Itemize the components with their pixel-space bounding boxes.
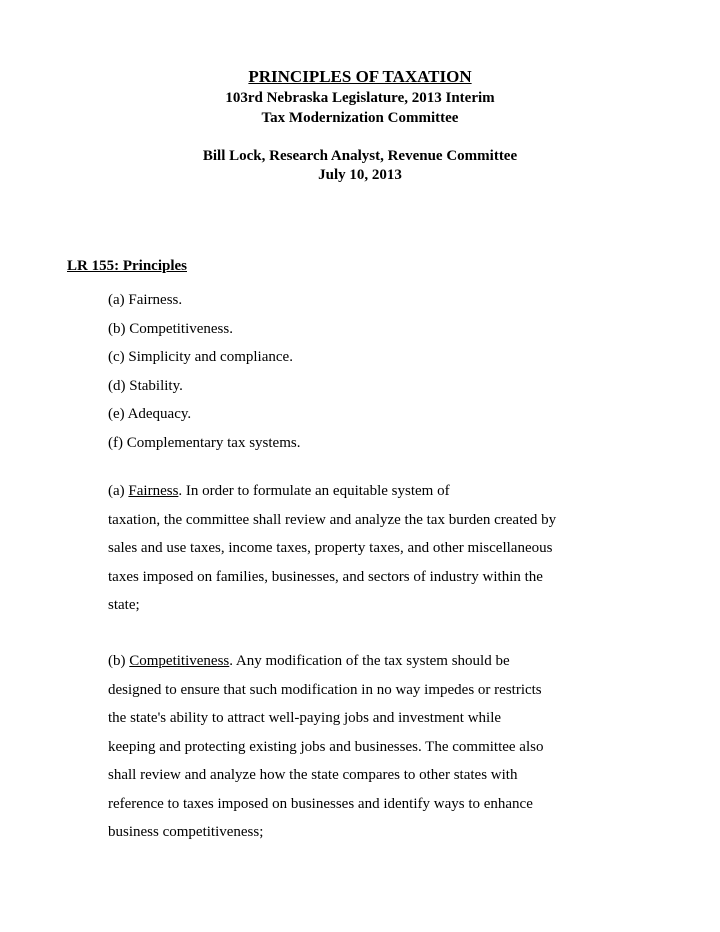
competitiveness-term: Competitiveness xyxy=(129,653,230,669)
competitiveness-paragraph xyxy=(108,647,628,847)
list-item: (e) Adequacy. xyxy=(108,406,192,423)
principles-list xyxy=(108,291,300,463)
list-item: (f) Complementary tax systems. xyxy=(108,434,301,451)
paragraph-line xyxy=(108,647,628,676)
paragraph-line: the state's ability to attract well-paying jobs and investment while xyxy=(108,710,502,726)
paragraph-line: reference to taxes imposed on businesses and identify ways to enhance xyxy=(108,795,533,812)
list-item: (b) Competitiveness. xyxy=(108,320,233,337)
paragraph-line: state; xyxy=(108,597,140,613)
section-heading: LR 155: Principles xyxy=(67,258,187,274)
paragraph-line: business competitiveness; xyxy=(108,824,264,840)
author-line: Bill Lock, Research Analyst, Revenue Committee xyxy=(202,148,518,164)
fairness-term: Fairness xyxy=(128,483,179,499)
committee-subtitle: Tax Modernization Committee xyxy=(261,110,459,126)
paragraph-line: shall review and analyze how the state compares to other states with xyxy=(108,767,518,783)
paragraph-text: . Any modification of the tax system should be xyxy=(229,653,510,669)
fairness-paragraph xyxy=(108,477,628,620)
paragraph-line: taxes imposed on families, businesses, and sectors of industry within the xyxy=(108,568,543,585)
paragraph-prefix: (a) xyxy=(108,483,129,499)
paragraph-prefix: (b) xyxy=(108,653,130,669)
paragraph-line: keeping and protecting existing jobs and businesses. The committee also xyxy=(108,738,544,755)
paragraph-line: sales and use taxes, income taxes, property taxes, and other miscellaneous xyxy=(108,540,553,556)
list-item: (d) Stability. xyxy=(108,377,183,394)
date-line: July 10, 2013 xyxy=(318,167,402,183)
paragraph-line: designed to ensure that such modification in no way impedes or restricts xyxy=(108,681,542,698)
list-item: (c) Simplicity and compliance. xyxy=(108,349,293,366)
paragraph-line: taxation, the committee shall review and analyze the tax burden created by xyxy=(108,511,557,528)
paragraph-text: . In order to formulate an equitable system of xyxy=(178,483,450,499)
legislature-subtitle: 103rd Nebraska Legislature, 2013 Interim xyxy=(225,90,495,106)
paragraph-line xyxy=(108,477,628,506)
list-item: (a) Fairness. xyxy=(108,292,183,308)
document-title: PRINCIPLES OF TAXATION xyxy=(248,67,472,86)
